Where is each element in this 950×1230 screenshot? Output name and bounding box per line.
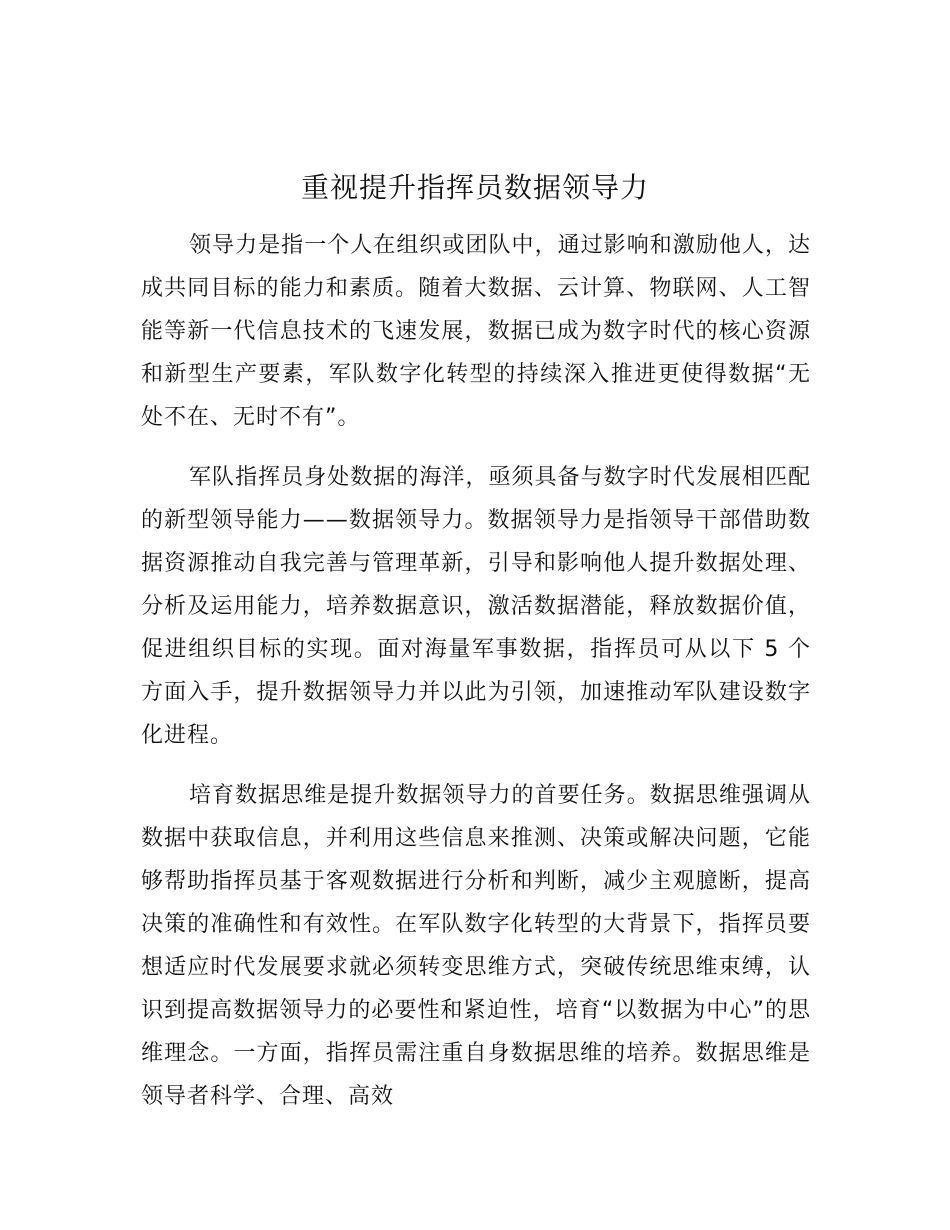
document-title: 重视提升指挥员数据领导力 [300, 171, 649, 204]
paragraph: 领导力是指一个人在组织或团队中，通过影响和激励他人，达成共同目标的能力和素质。随着大数据、云计算、物联网、人工智能等新一代信息技术的飞速发展，数据已成为数字时代的核心资源和新型生产要素，军队数字化转型的持续深入推进更使得数据“无处不在、无时不有”。 [141, 233, 811, 430]
paragraph: 军队指挥员身处数据的海洋，亟须具备与数字时代发展相匹配的新型领导能力——数据领导力。数据领导力是指领导干部借助数据资源推动自我完善与管理革新，引导和影响他人提升数据处理、分析及运用能力，培养数据意识，激活数据潜能，释放数据价值，促进组织目标的实现。面对海量军事数据，指挥员可从以下 5 个方面入手，提升数据领导力并以此为引领，加速推动军队建设数字化进程。 [141, 465, 811, 748]
paragraph: 培育数据思维是提升数据领导力的首要任务。数据思维强调从数据中获取信息，并利用这些信息来推测、决策或解决问题，它能够帮助指挥员基于客观数据进行分析和判断，减少主观臆断，提高决策的准确性和有效性。在军队数字化转型的大背景下，指挥员要想适应时代发展要求就必须转变思维方式，突破传统思维束缚，认识到提高数据领导力的必要性和紧迫性，培育“以数据为中心”的思维理念。一方面，指挥员需注重自身数据思维的培养。数据思维是领导者科学、合理、高效 [141, 783, 811, 1109]
document-body [141, 224, 811, 1135]
